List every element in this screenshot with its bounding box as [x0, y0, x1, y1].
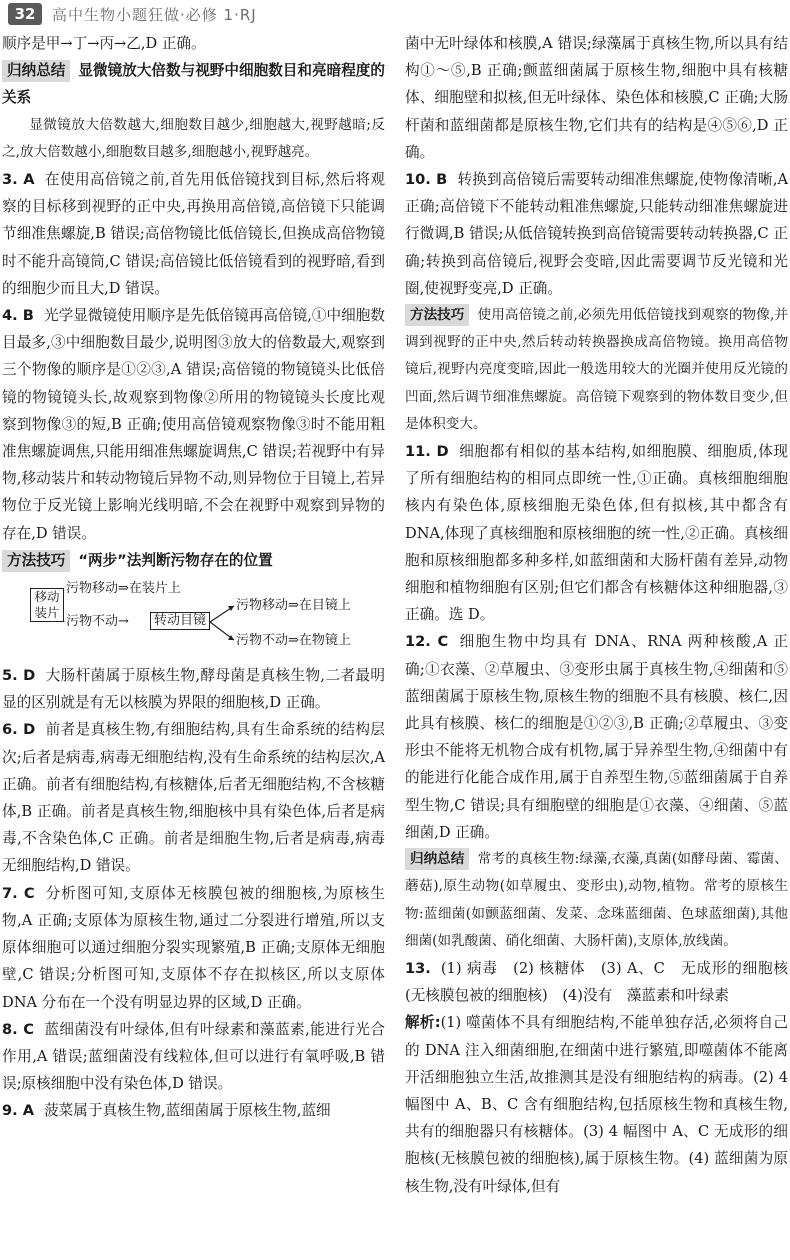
question-10 [405, 166, 788, 302]
question-11 [405, 438, 788, 628]
summary-block-1 [2, 57, 385, 111]
question-9-continued: 菌中无叶绿体和核膜,A 错误;绿藻属于真核生物,所以具有结构①～⑤,B 正确;颤蓝细菌属于原核生物,细胞中具有核糖体、细胞壁和拟核,但无叶绿体、染色体和核膜,C 正确;大肠杆菌和蓝细菌都是原核生物,它们共有的结构是④⑤⑥,D 正确。 [405, 35, 788, 161]
question-text: 菠菜属于真核生物,蓝细菌属于原核生物,蓝细 [44, 1102, 331, 1120]
flow-branch-1: 污物移动⇒在装片上 [66, 581, 181, 597]
book-title: 高中生物小题狂做·必修 1·RJ [52, 5, 257, 24]
flow-start-box: 移动装片 [30, 588, 64, 622]
summary-body: 显微镜放大倍数越大,细胞数目越少,细胞越大,视野越暗;反之,放大倍数越小,细胞数目越多,细胞越小,视野越亮。 [2, 116, 385, 160]
question-text: 分析图可知,支原体无核膜包被的细胞核,为原核生物,A 正确;支原体为原核生物,通过二分裂进行增殖,所以支原体细胞可以通过细胞分裂实现繁殖,B 正确;支原体无细胞壁,C 错误;分析图可知,支原体不存在拟核区,所以支原体 DNA 分布在一个没有明显边界的区域,D 正确。 [2, 884, 385, 1011]
summary-tag: 归纳总结 [2, 60, 70, 82]
page-header [0, 0, 790, 28]
left-column [2, 30, 385, 1260]
question-number: 3. A [2, 171, 35, 189]
right-column [405, 30, 788, 1260]
question-number: 4. B [2, 307, 34, 325]
question-7 [2, 880, 385, 1016]
question-number: 12. C [405, 633, 449, 651]
flow-mid-box: 转动目镜 [150, 612, 210, 630]
question-number: 10. B [405, 171, 448, 189]
intro-line: 顺序是甲→丁→丙→乙,D 正确。 [2, 35, 206, 52]
question-12 [405, 628, 788, 846]
analysis-label: 解析: [405, 1014, 441, 1032]
method-block-2 [405, 302, 788, 438]
question-text: 蓝细菌没有叶绿体,但有叶绿素和藻蓝素,能进行光合作用,A 错误;蓝细菌没有线粒体,但可以进行有氧呼吸,B 错误;原核细胞中没有染色体,D 错误。 [2, 1020, 385, 1093]
flowchart [2, 578, 385, 656]
method-tag: 方法技巧 [2, 550, 70, 572]
method-body: 使用高倍镜之前,必须先用低倍镜找到观察的物像,并调到视野的正中央,然后转动转换器换成高倍物镜。换用高倍物镜后,视野内亮度变暗,因此一般选用较大的光圈并使用反光镜的凹面,然后调节细准焦螺旋。高倍镜下观察到的物体数目变少,但是体积变大。 [405, 307, 788, 432]
question-9 [2, 1097, 385, 1124]
question-number: 6. D [2, 721, 36, 739]
question-text: 细胞生物中均具有 DNA、RNA 两种核酸,A 正确;①衣藻、②草履虫、③变形虫属于真核生物,④细菌和⑤蓝细菌属于原核生物,原核生物的细胞不具有核膜、核仁,因此具有核膜、核仁的细胞是①②③,B 正确;②草履虫、③变形虫不能将无机物合成有机物,属于异养型生物,④细菌中有的能进行化能合成作用,属于自养型生物,⑤蓝细菌属于自养型生物,C 错误;具有细胞壁的细胞是①衣藻、④细菌、⑤蓝细菌,D 正确。 [405, 633, 788, 841]
question-text: 在使用高倍镜之前,首先用低倍镜找到目标,然后将观察的目标移到视野的正中央,再换用高倍镜,高倍镜下只能调节细准焦螺旋,B 错误;高倍物镜比低倍镜长,但换成高倍物镜时不能升高镜筒,C 错误;高倍镜比低倍镜看到的视野暗,看到的细胞少而且大,D 错误。 [2, 171, 385, 297]
flow-branch-2: 污物不动→ [66, 614, 129, 630]
question-5 [2, 662, 385, 716]
answer-text: (1) 病毒 (2) 核糖体 (3) A、C 无成形的细胞核(无核膜包被的细胞核) (4)没有 藻蓝素和叶绿素 [405, 959, 788, 1005]
flow-end-2: 污物不动⇒在物镜上 [236, 633, 351, 649]
method-title: “两步”法判断污物存在的位置 [78, 551, 273, 569]
question-3 [2, 166, 385, 302]
question-4 [2, 302, 385, 547]
question-text: 细胞都有相似的基本结构,如细胞膜、细胞质,体现了所有细胞结构的相同点即统一性,①正确。真核细胞细胞核内有染色体,原核细胞无染色体,但有拟核,其中都含有 DNA,体现了真核细胞和原核细胞的统一性,②正确。真核细胞和原核细胞都多种多样,如蓝细菌和大肠杆菌有差异,动物细胞和植物细胞有区别;但它们都含有核糖体这种细胞器,③正确。选 D。 [405, 443, 788, 624]
page-number: 32 [8, 3, 42, 25]
question-number: 5. D [2, 667, 36, 685]
question-number: 7. C [2, 884, 35, 902]
question-text: 光学显微镜使用顺序是先低倍镜再高倍镜,①中细胞数目最多,③中细胞数目最少,说明图③放大的倍数最大,观察到三个物像的顺序是①②③,A 错误;高倍镜的物镜镜头比低倍镜的物镜镜头长,故观察到物像②所用的物镜镜头长度比观察到物像③的短,B 正确;使用高倍镜观察物像③时不能用粗准焦螺旋调焦,只能用细准焦螺旋调焦,C 错误;若视野中有异物,移动装片和转动物镜后异物不动,则异物位于目镜上,若异物位于反光镜上影响光线明暗,不会在视野中观察到异物的存在,D 错误。 [2, 307, 385, 542]
flow-end-1: 污物移动⇒在目镜上 [236, 598, 351, 614]
summary-title: 显微镜放大倍数与视野中细胞数目和亮暗程度的关系 [2, 62, 385, 107]
question-number: 9. A [2, 1102, 35, 1120]
question-text: 转换到高倍镜后需要转动细准焦螺旋,使物像清晰,A 正确;高倍镜下不能转动粗准焦螺旋,只能转动细准焦螺旋进行微调,B 错误;从低倍镜转换到高倍镜需要转动转换器,C 正确;转换到高倍镜后,视野会变暗,因此需要调节反光镜和光圈,使视野变亮,D 正确。 [405, 171, 788, 297]
question-6 [2, 716, 385, 879]
question-number: 11. D [405, 443, 449, 461]
question-13 [405, 955, 788, 1009]
question-number: 13. [405, 959, 431, 977]
question-text: 前者是真核生物,有细胞结构,具有生命系统的结构层次;后者是病毒,病毒无细胞结构,没有生命系统的结构层次,A 正确。前者有细胞结构,有核糖体,后者无细胞结构,不含核糖体,B 正确。前者是真核生物,细胞核中具有染色体,后者是病毒,不含染色体,C 正确。前者是细胞生物,后者是病毒,病毒无细胞结构,D 错误。 [2, 721, 385, 875]
question-number: 8. C [2, 1020, 34, 1038]
summary-tag: 归纳总结 [405, 848, 469, 870]
method-tag: 方法技巧 [405, 304, 469, 326]
summary-block-2 [405, 846, 788, 955]
summary-body: 常考的真核生物:绿藻,衣藻,真菌(如酵母菌、霉菌、蘑菇),原生动物(如草履虫、变形虫),动物,植物。常考的原核生物:蓝细菌(如颤蓝细菌、发菜、念珠蓝细菌、色球蓝细菌),其他细菌(如乳酸菌、硝化细菌、大肠杆菌),支原体,放线菌。 [405, 851, 788, 949]
question-8 [2, 1016, 385, 1098]
question-text: 大肠杆菌属于原核生物,酵母菌是真核生物,二者最明显的区别就是有无以核膜为界限的细胞核,D 正确。 [2, 667, 385, 712]
analysis-text: (1) 噬菌体不具有细胞结构,不能单独存活,必须将自己的 DNA 注入细菌细胞,在细菌中进行繁殖,即噬菌体不能离开活细胞独立生活,故推测其是没有细胞结构的病毒。(2) 4 幅图中 A、B、C 含有细胞结构,包括原核生物和真核生物,共有的细胞器只有核糖体。(3) 4 幅图中 A、C 无成形的细胞核(无核膜包被的细胞核),属于原核生物。(4) 蓝细菌为原核生物,没有叶绿体,但有 [405, 1014, 788, 1195]
method-block-1 [2, 547, 385, 574]
question-13-analysis [405, 1009, 788, 1199]
